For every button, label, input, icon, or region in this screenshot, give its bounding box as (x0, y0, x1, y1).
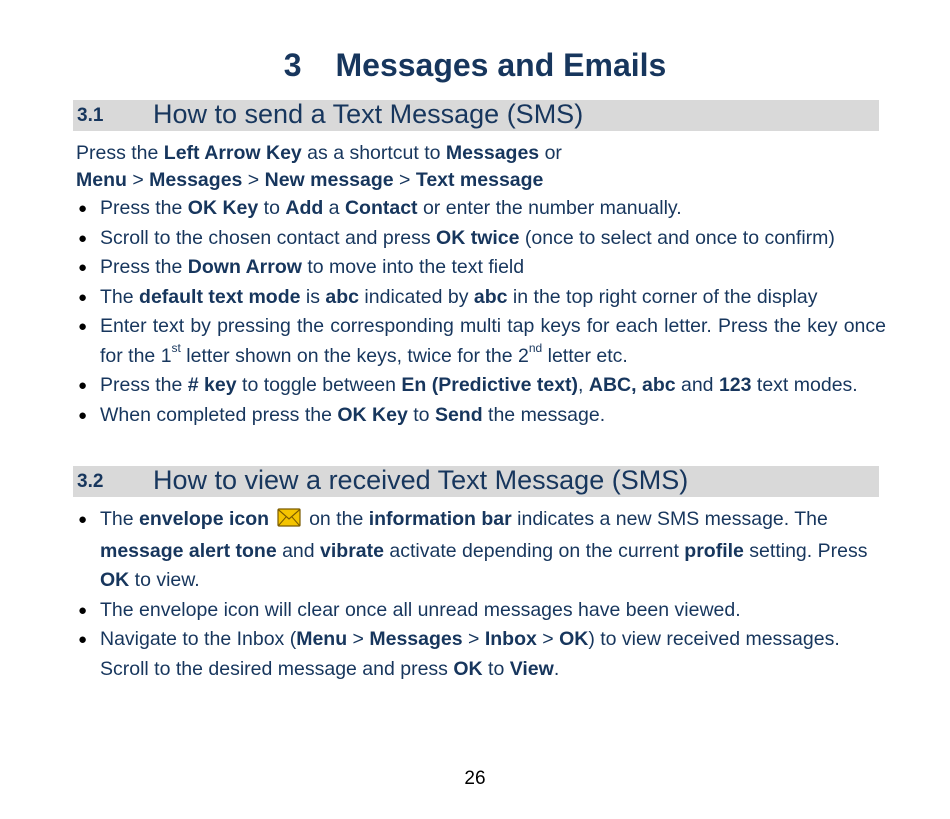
bullet-icon: ● (78, 377, 88, 394)
bullet-icon: ● (78, 288, 88, 306)
bullet-icon: ● (78, 406, 88, 424)
chapter-title-text: Messages and Emails (335, 47, 667, 83)
chapter-number: 3 (283, 47, 302, 83)
list-item: ● When completed press the OK Key to Send the message. (76, 401, 886, 431)
list-item: ● The default text mode is abc indicated by abc in the top right corner of the display (76, 283, 886, 313)
list-item: ● The envelope icon on the information bar indicates a new SMS message. The message alert tone and vibrate activate depending on the current profile setting. Press OK to view. (76, 505, 886, 596)
list-item: ● Press the OK Key to Add a Contact or enter the number manually. (76, 194, 886, 224)
bullet-icon: ● (78, 259, 88, 276)
bullet-icon: ● (78, 511, 88, 528)
send-steps-list (76, 194, 886, 430)
section-heading-3-1 (73, 100, 879, 131)
envelope-icon (277, 507, 301, 537)
view-steps-list (76, 505, 886, 684)
list-item: ● The envelope icon will clear once all unread messages have been viewed. (76, 596, 886, 626)
bullet-icon: ● (78, 601, 88, 619)
section-number: 3.2 (77, 471, 104, 492)
list-item: ● Navigate to the Inbox (Menu > Messages > Inbox > OK) to view received messages. Scroll to the desired message and press OK to View. (76, 625, 886, 684)
bullet-icon: ● (78, 200, 88, 217)
intro-line-2: Menu > Messages > New message > Text message (76, 169, 544, 191)
chapter-title (0, 42, 950, 88)
section-title: How to view a received Text Message (SMS) (153, 465, 689, 495)
bullet-icon: ● (78, 318, 88, 335)
bullet-icon: ● (78, 229, 88, 247)
intro-line-1: Press the Left Arrow Key as a shortcut to Messages or (76, 142, 562, 164)
section-title: How to send a Text Message (SMS) (153, 99, 584, 129)
section-number: 3.1 (77, 105, 104, 126)
bullet-icon: ● (78, 631, 88, 648)
list-item: ● Enter text by pressing the corresponding multi tap keys for each letter. Press the key once for the 1st letter shown on the keys, twice for the 2nd letter etc. (76, 312, 886, 371)
section-heading-3-2 (73, 466, 879, 497)
list-item: ● Scroll to the chosen contact and press OK twice (once to select and once to confirm) (76, 224, 886, 254)
list-item: ● Press the # key to toggle between En (Predictive text), ABC, abc and 123 text modes. (76, 371, 886, 401)
list-item: ● Press the Down Arrow to move into the text field (76, 253, 886, 283)
page-number: 26 (464, 768, 486, 789)
